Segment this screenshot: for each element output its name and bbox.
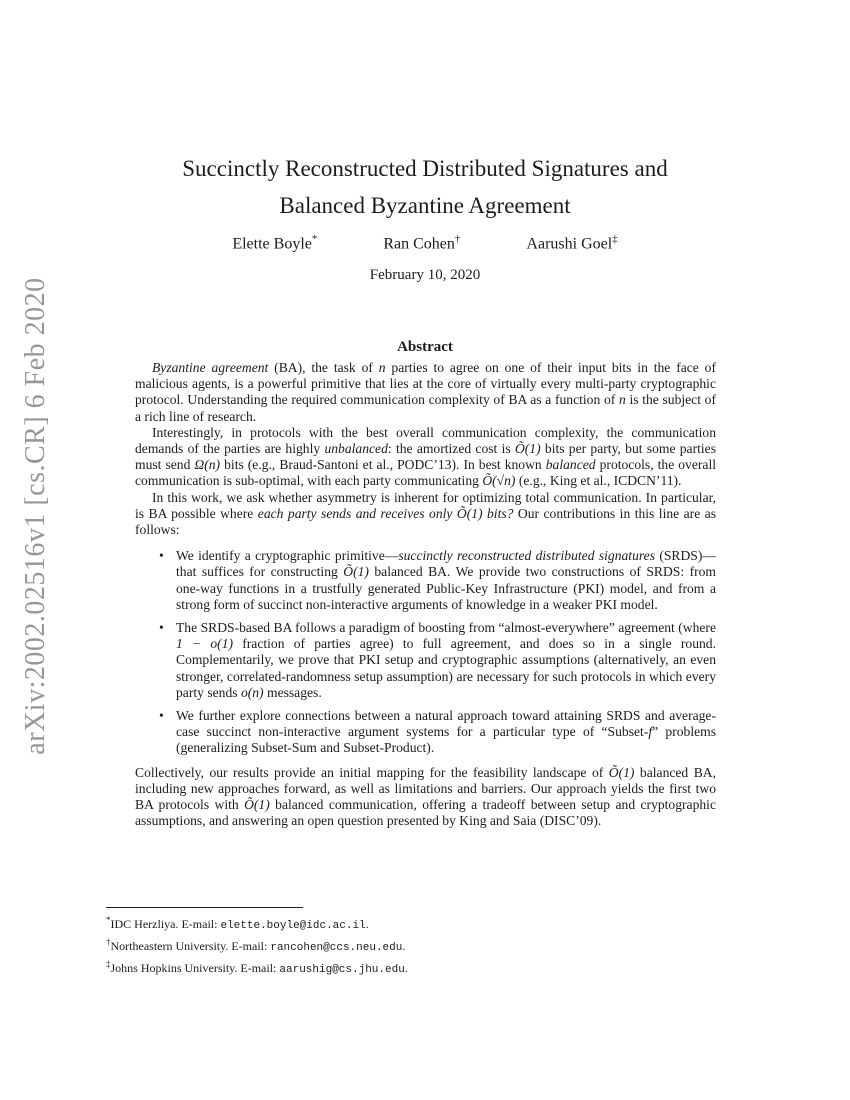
author-name: Aarushi Goel	[526, 235, 613, 253]
footnote-item	[106, 934, 746, 956]
footnote-mark: ‡	[106, 959, 111, 969]
footnote-email: elette.boyle@idc.ac.il	[220, 920, 366, 932]
author-footnote-mark: ‡	[612, 233, 618, 245]
contribution-bullet: • The SRDS-based BA follows a paradigm of boosting from “almost-everywhere” agreement (where 1 − o(1) fraction of parties agree) to full agreement, and does so in a single round. Complementarily, we prove that PKI setup and cryptographic assumptions (alternatively, an even stronger, correlated-randomness setup assumption) are necessary for such protocols in which every party sends o(n) messages.	[176, 620, 716, 701]
footnote-suffix: .	[404, 961, 408, 975]
abstract-paragraph: In this work, we ask whether asymmetry is inherent for optimizing total communication. In particular, is BA possible where each party sends and receives only Õ(1) bits? Our contributions in this line are as follows:	[135, 489, 716, 538]
abstract-closing-paragraph: Collectively, our results provide an initial mapping for the feasibility landscape of Õ(1) balanced BA, including new approaches forward, as well as limitations and barriers. Our approach yields the first two BA protocols with Õ(1) balanced communication, offering a tradeoff between setup and cryptographic assumptions, and answering an open question presented by King and Saia (DISC’09).	[135, 764, 716, 829]
author-list	[0, 233, 850, 253]
footnote-suffix: .	[402, 939, 406, 953]
author-name: Elette Boyle	[232, 235, 312, 253]
abstract-paragraph: Byzantine agreement (BA), the task of n parties to agree on one of their input bits in the face of malicious agents, is a powerful primitive that lies at the core of virtually every multi-party cryptographic protocol. Understanding the required communication complexity of BA as a function of n is the subject of a rich line of research.	[135, 360, 716, 424]
footnote-mark: †	[106, 937, 111, 947]
title-line-1: Succinctly Reconstructed Distributed Signatures and	[182, 156, 668, 181]
footnote-email: aarushig@cs.jhu.edu	[279, 964, 405, 976]
abstract-paragraph: Interestingly, in protocols with the best overall communication complexity, the communication demands of the parties are highly unbalanced: the amortized cost is Õ(1) bits per party, but some parties must send Ω(n) bits (e.g., Braud-Santoni et al., PODC’13). In best known balanced protocols, the overall communication is sub-optimal, with each party communicating Õ(√n) (e.g., King et al., ICDCN’11).	[135, 424, 716, 489]
contribution-list	[135, 548, 716, 756]
paper-date: February 10, 2020	[369, 267, 481, 283]
abstract-body	[135, 360, 716, 829]
author-elette-boyle	[232, 233, 317, 253]
author-aarushi-goel	[526, 233, 617, 253]
contribution-bullet: • We further explore connections between a natural approach toward attaining SRDS and average-case succinct non-interactive argument systems for a particular type of “Subset-f” problems (generalizing Subset-Sum and Subset-Product).	[176, 708, 716, 757]
footnote-item	[106, 912, 746, 934]
footnote-rule	[106, 907, 303, 908]
footnote-item	[106, 956, 746, 978]
paper-title	[0, 150, 850, 224]
abstract-heading: Abstract	[397, 339, 453, 355]
footnote-text: Northeastern University. E-mail:	[110, 939, 271, 953]
author-footnote-mark: *	[311, 233, 318, 245]
footnote-text: IDC Herzliya. E-mail:	[110, 917, 221, 931]
footnote-suffix: .	[365, 917, 369, 931]
arxiv-watermark: arXiv:2002.02516v1 [cs.CR] 6 Feb 2020	[20, 277, 51, 755]
title-line-2: Balanced Byzantine Agreement	[279, 193, 571, 218]
author-ran-cohen	[383, 233, 460, 253]
author-footnote-mark: †	[454, 233, 461, 245]
footnotes	[106, 912, 746, 978]
footnote-text: Johns Hopkins University. E-mail:	[110, 961, 280, 975]
contribution-bullet: • We identify a cryptographic primitive—succinctly reconstructed distributed signatures (SRDS)—that suffices for constructing Õ(1) balanced BA. We provide two constructions of SRDS: from one-way functions in a trustfully generated Public-Key Infrastructure (PKI) model, and from a strong form of succinct non-interactive arguments of knowledge in a weaker PKI model.	[176, 548, 716, 613]
footnote-email: rancohen@ccs.neu.edu	[270, 942, 403, 954]
author-name: Ran Cohen	[383, 235, 455, 253]
footnote-mark: *	[106, 915, 111, 925]
